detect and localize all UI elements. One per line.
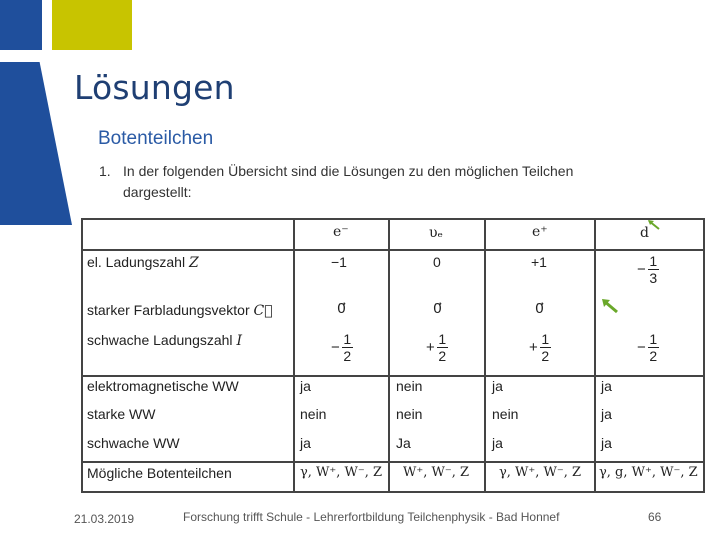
cell-strong-neutrino: nein — [396, 406, 423, 422]
cell-em-positron: ja — [492, 378, 503, 394]
row-label-messenger-particles: Mögliche Botenteilchen — [87, 465, 232, 481]
green-arrow-icon — [601, 298, 619, 314]
row-label-charge: el. Ladungszahl Z — [87, 254, 199, 271]
row-label-strong-interaction: starke WW — [87, 406, 156, 422]
intro-line2: dargestellt: — [123, 184, 192, 200]
cell-em-electron: ja — [300, 378, 311, 394]
intro-line1: In der folgenden Übersicht sind die Lösungen zu den möglichen Teilchen — [123, 163, 574, 179]
cell-weakww-down-quark: ja — [601, 435, 612, 451]
cell-color-positron: 0⃗ — [535, 301, 544, 317]
intro-text — [99, 161, 573, 203]
table-header-divider — [81, 249, 705, 251]
row-label-weak-charge: schwache Ladungszahl I — [87, 332, 242, 349]
logo-yellow-square — [52, 0, 132, 50]
intro-number: 1. — [99, 163, 111, 179]
cell-strong-positron: nein — [492, 406, 519, 422]
col-header-electron: e⁻ — [333, 224, 349, 240]
cell-weak-neutrino: + $\frac{1}{2}$ — [426, 331, 447, 364]
table-border-bottom — [81, 491, 705, 493]
cell-messenger-neutrino: W⁺, W⁻, Z — [403, 465, 470, 480]
cell-color-electron: 0⃗ — [337, 301, 346, 317]
cell-charge-neutrino: 0 — [433, 254, 441, 270]
table-col-divider — [484, 218, 486, 493]
row-label-em-interaction: elektromagnetische WW — [87, 378, 239, 394]
table-border-left — [81, 218, 83, 493]
table-col-divider — [388, 218, 390, 493]
table-section-divider — [81, 375, 705, 377]
table-col-divider — [594, 218, 596, 493]
cell-charge-down-quark: − $\frac{1}{3}$ — [637, 253, 658, 286]
cell-em-down-quark: ja — [601, 378, 612, 394]
table-section-divider — [81, 461, 705, 463]
footer-date: 21.03.2019 — [74, 512, 135, 526]
cell-em-neutrino: nein — [396, 378, 423, 394]
slide-subtitle: Botenteilchen — [98, 128, 214, 149]
decorative-blue-shape — [0, 62, 72, 225]
cell-messenger-down-quark: γ, g, W⁺, W⁻, Z — [599, 465, 698, 480]
cell-strong-down-quark: ja — [601, 406, 612, 422]
cell-weak-positron: + $\frac{1}{2}$ — [529, 331, 550, 364]
cell-weak-down-quark: − $\frac{1}{2}$ — [637, 331, 658, 364]
table-border-right — [703, 218, 705, 493]
col-header-down-quark: d — [640, 225, 649, 241]
table-col-divider — [293, 218, 295, 493]
cell-charge-positron: +1 — [531, 254, 547, 270]
cell-messenger-positron: γ, W⁺, W⁻, Z — [499, 465, 582, 480]
col-header-neutrino: υₑ — [429, 225, 443, 241]
row-label-color-charge: starker Farbladungsvektor C⃗ — [87, 302, 273, 319]
cell-weakww-electron: ja — [300, 435, 311, 451]
cell-weakww-positron: ja — [492, 435, 503, 451]
page-number: 66 — [648, 510, 662, 524]
cell-messenger-electron: γ, W⁺, W⁻, Z — [300, 465, 383, 480]
green-arrow-icon — [647, 219, 661, 231]
cell-strong-electron: nein — [300, 406, 327, 422]
cell-weak-electron: − $\frac{1}{2}$ — [331, 331, 352, 364]
solution-table — [81, 218, 705, 493]
footer-text: Forschung trifft Schule - Lehrerfortbildung Teilchenphysik - Bad Honnef — [183, 510, 560, 524]
slide-title: Lösungen — [74, 68, 235, 107]
col-header-positron: e⁺ — [532, 224, 548, 240]
cell-charge-electron: −1 — [331, 254, 347, 270]
cell-color-neutrino: 0⃗ — [433, 301, 442, 317]
cell-weakww-neutrino: Ja — [396, 435, 411, 451]
row-label-weak-interaction: schwache WW — [87, 435, 180, 451]
logo-blue-square — [0, 0, 42, 50]
table-border-top — [81, 218, 705, 220]
